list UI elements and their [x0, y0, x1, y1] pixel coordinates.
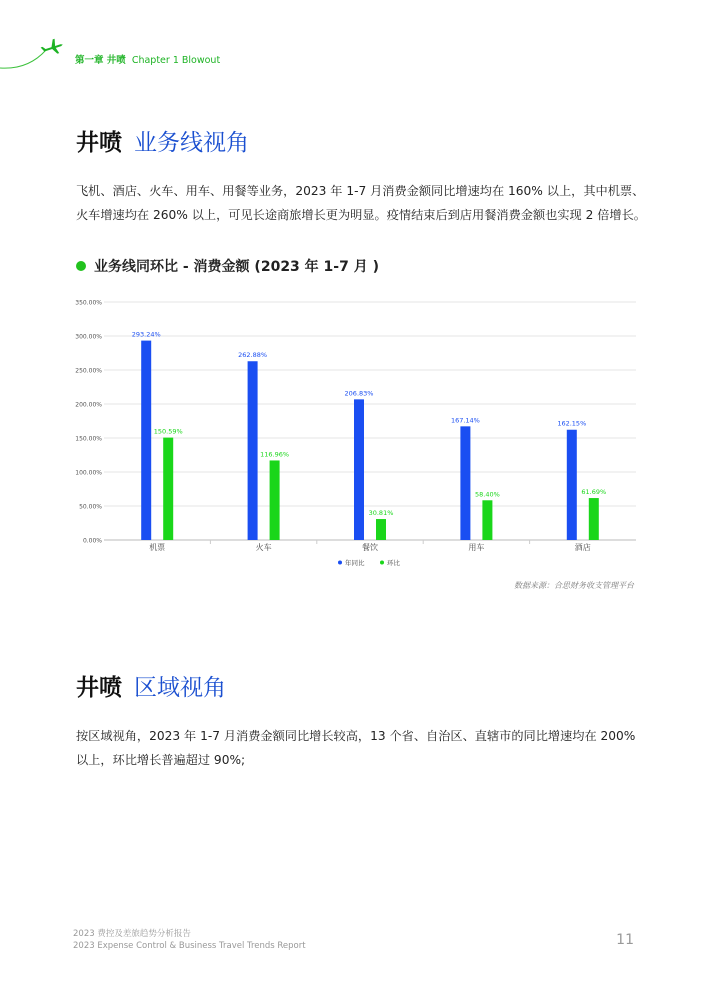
y-tick-label: 200.00%	[75, 401, 102, 409]
x-tick-label: 机票	[149, 543, 166, 552]
data-label: 167.14%	[450, 416, 480, 425]
section-title: 区域视角	[134, 675, 226, 701]
section-heading-region	[76, 669, 226, 702]
chapter-header	[75, 52, 220, 66]
section-keyword: 井喷	[76, 130, 122, 156]
y-tick-label: 250.00%	[75, 367, 102, 375]
y-tick-label: 100.00%	[75, 469, 102, 477]
section-title: 业务线视角	[134, 130, 249, 156]
x-tick-label: 餐饮	[362, 543, 378, 552]
bar-yoy	[248, 361, 258, 540]
bar-chart	[60, 292, 650, 577]
legend-label: 环比	[387, 559, 400, 567]
plane-icon	[39, 38, 65, 58]
chapter-title-cn: 第一章 井喷	[75, 55, 126, 66]
data-source-note: 数据来源：合思财务收支管理平台	[514, 581, 634, 590]
bar-yoy	[354, 399, 364, 540]
section-keyword: 井喷	[76, 675, 122, 701]
y-tick-label: 0.00%	[82, 537, 102, 545]
legend-marker	[338, 561, 342, 565]
data-label: 61.69%	[581, 488, 607, 497]
bar-mom	[482, 500, 492, 540]
bullet-dot-icon	[76, 261, 86, 271]
bar-yoy	[567, 430, 577, 540]
data-label: 293.24%	[131, 330, 161, 339]
x-tick-label: 火车	[255, 543, 272, 552]
chapter-title-en: Chapter 1 Blowout	[131, 55, 221, 66]
bar-mom	[163, 438, 173, 540]
data-label: 30.81%	[368, 509, 394, 518]
legend-marker	[380, 561, 384, 565]
y-tick-label: 150.00%	[75, 435, 102, 443]
legend-label: 年同比	[345, 559, 365, 567]
x-tick-label: 用车	[468, 543, 485, 552]
x-tick-label: 酒店	[574, 543, 591, 552]
y-tick-label: 350.00%	[75, 299, 102, 307]
footer-title-cn: 2023 费控及差旅趋势分析报告	[73, 929, 191, 939]
data-label: 262.88%	[238, 351, 268, 360]
data-label: 162.15%	[557, 419, 587, 428]
footer-title-en: 2023 Expense Control & Business Travel Trends Report	[73, 941, 306, 951]
y-tick-label: 300.00%	[75, 333, 102, 341]
chart-title	[76, 256, 379, 276]
section-heading-business	[76, 124, 249, 157]
chart-title-text: 业务线同环比 - 消费金额 (2023 年 1-7 月 )	[94, 259, 379, 275]
section-paragraph: 飞机、酒店、火车、用车、用餐等业务，2023 年 1-7 月消费金额同比增速均在 160% 以上，其中机票、火车增速均在 260% 以上，可见长途商旅增长更为明显。疫情结束后到店用餐消费金额也实现 2 倍增长。	[76, 184, 646, 222]
section-paragraph: 按区域视角，2023 年 1-7 月消费金额同比增长较高，13 个省、自治区、直辖市的同比增速均在 200% 以上，环比增长普遍超过 90%;	[76, 729, 636, 767]
bar-yoy	[141, 341, 151, 540]
data-label: 206.83%	[344, 389, 374, 398]
bar-mom	[376, 519, 386, 540]
flight-path-curve	[0, 50, 46, 68]
bar-mom	[270, 460, 280, 540]
page-number: 11	[616, 932, 634, 948]
data-label: 150.59%	[153, 427, 183, 436]
report-footer	[73, 928, 306, 952]
bar-yoy	[460, 426, 470, 540]
data-label: 58.40%	[475, 490, 500, 499]
bar-mom	[589, 498, 599, 540]
data-label: 116.96%	[260, 450, 290, 459]
y-tick-label: 50.00%	[79, 503, 102, 511]
